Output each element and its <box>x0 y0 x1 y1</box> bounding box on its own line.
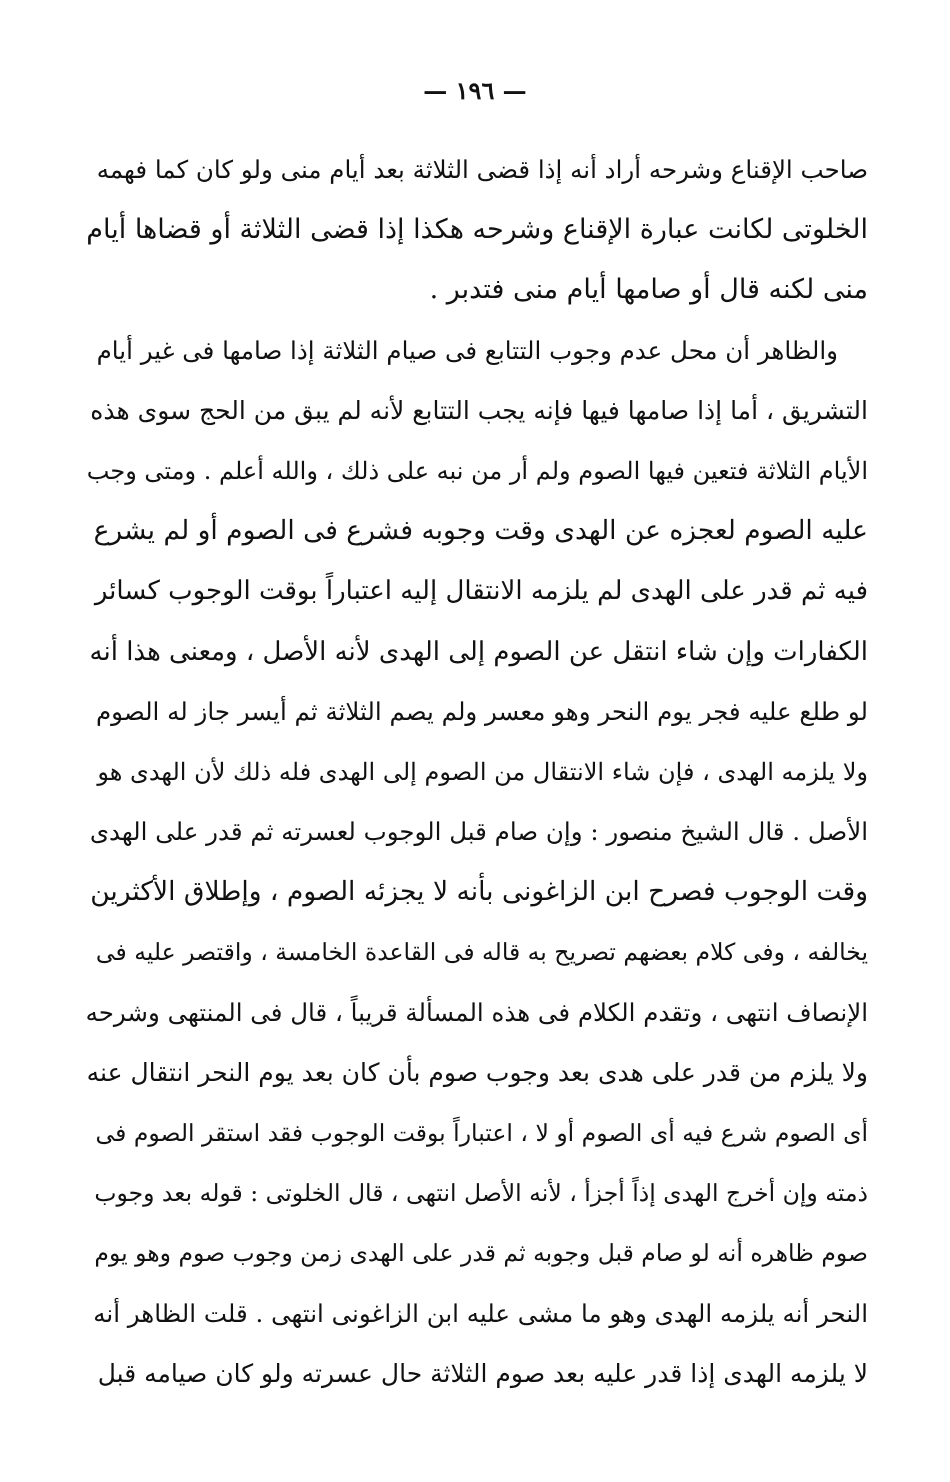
text-line: لو طلع عليه فجر يوم النحر وهو معسر ولم يصم الثلاثة ثم أيسر جاز له الصوم <box>96 696 868 726</box>
text-line: الأصل . قال الشيخ منصور : وإن صام قبل الوجوب لعسرته ثم قدر على الهدى <box>89 817 868 847</box>
text-line: ولا يلزم من قدر على هدى بعد وجوب صوم بأن كان بعد يوم النحر انتقال عنه <box>86 1057 868 1087</box>
text-line: صاحب الإقناع وشرحه أراد أنه إذا قضى الثلاثة بعد أيام منى ولو كان كما فهمه <box>96 155 868 184</box>
text-line: والظاهر أن محل عدم وجوب التتابع فى صيام الثلاثة إذا صامها فى غير أيام <box>96 335 838 365</box>
text-line: الخلوتى لكانت عبارة الإقناع وشرحه هكذا إذا قضى الثلاثة أو قضاها أيام <box>86 214 868 246</box>
text-line: أى الصوم شرع فيه أى الصوم أو لا ، اعتباراً بوقت الوجوب فقد استقر الصوم فى <box>95 1119 868 1147</box>
text-line: منى لكنه قال أو صامها أيام منى فتدبر . <box>429 274 868 306</box>
text-line: الكفارات وإن شاء انتقل عن الصوم إلى الهدى لأنه الأصل ، ومعنى هذا أنه <box>89 636 868 667</box>
text-line: يخالفه ، وفى كلام بعضهم تصريح به قاله فى القاعدة الخامسة ، واقتصر عليه فى <box>95 938 868 967</box>
text-line: فيه ثم قدر على الهدى لم يلزمه الانتقال إليه اعتباراً بوقت الوجوب كسائر <box>94 576 868 607</box>
text-line: لا يلزمه الهدى إذا قدر عليه بعد صوم الثلاثة حال عسرته ولو كان صيامه قبل <box>97 1358 868 1388</box>
text-line: وقت الوجوب فصرح ابن الزاغونى بأنه لا يجزئه الصوم ، وإطلاق الأكثرين <box>90 876 868 908</box>
text-line: التشريق ، أما إذا صامها فيها فإنه يجب التتابع لأنه لم يبق من الحج سوى هذه <box>90 395 868 425</box>
text-line: صوم ظاهره أنه لو صام قبل وجوبه ثم قدر على الهدى زمن وجوب صوم وهو يوم <box>94 1239 868 1268</box>
text-line: ذمته وإن أخرج الهدى إذاً أجزأ ، لأنه الأصل انتهى ، قال الخلوتى : قوله بعد وجوب <box>94 1179 868 1208</box>
page-number: — ١٩٦ — <box>423 76 527 105</box>
body-text <box>86 140 868 1404</box>
text-line: النحر أنه يلزمه الهدى وهو ما مشى عليه ابن الزاغونى انتهى . قلت الظاهر أنه <box>93 1298 868 1328</box>
text-line: ولا يلزمه الهدى ، فإن شاء الانتقال من الصوم إلى الهدى فله ذلك لأن الهدى هو <box>97 757 868 786</box>
text-line: الإنصاف انتهى ، وتقدم الكلام فى هذه المسألة قريباً ، قال فى المنتهى وشرحه <box>86 997 868 1027</box>
text-line: الأيام الثلاثة فتعين فيها الصوم ولم أر من نبه على ذلك ، والله أعلم . ومتى وجب <box>86 456 868 485</box>
text-line: عليه الصوم لعجزه عن الهدى وقت وجوبه فشرع فى الصوم أو لم يشرع <box>93 515 868 547</box>
